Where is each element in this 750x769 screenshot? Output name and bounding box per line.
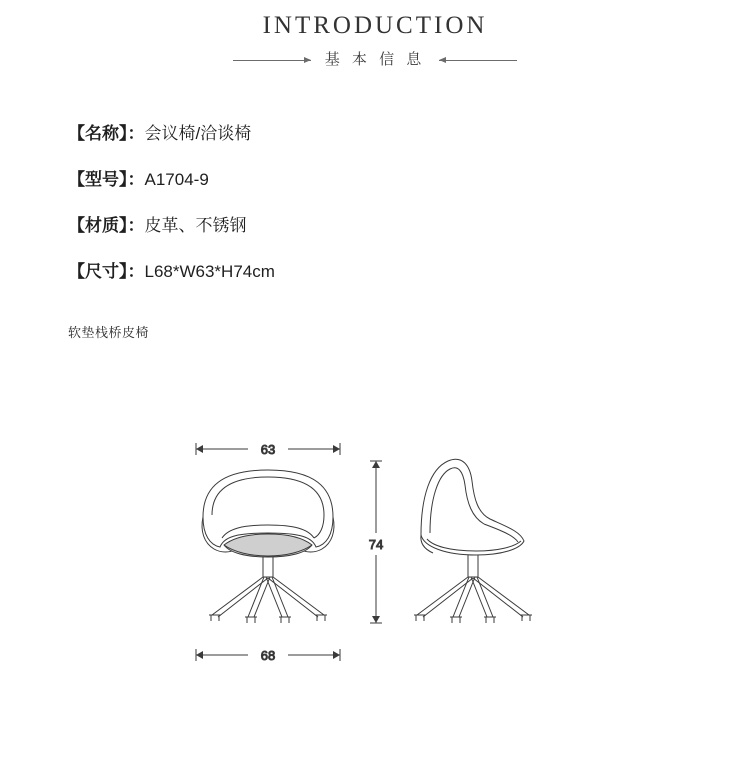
divider-line-right bbox=[439, 60, 517, 61]
spec-list bbox=[0, 122, 750, 284]
product-note: 软垫栈桥皮椅 bbox=[68, 325, 150, 340]
spec-value-model: A1704-9 bbox=[144, 170, 209, 189]
spec-label-material: 【材质】： bbox=[68, 216, 145, 235]
divider-line-left bbox=[233, 60, 311, 61]
dim-label-height: 74 bbox=[368, 537, 384, 552]
seat-cushion bbox=[224, 534, 312, 557]
subtitle-row bbox=[0, 50, 750, 70]
dim-label-depth: 68 bbox=[260, 648, 276, 663]
spec-value-material: 皮革、不锈钢 bbox=[144, 216, 247, 235]
spec-value-name: 会议椅/洽谈椅 bbox=[144, 124, 252, 143]
spec-value-size: L68*W63*H74cm bbox=[144, 262, 275, 281]
spec-row bbox=[68, 122, 750, 146]
page-title: INTRODUCTION bbox=[262, 12, 488, 39]
spec-row bbox=[68, 260, 750, 284]
spec-label-model: 【型号】： bbox=[68, 170, 145, 189]
dim-label-width: 63 bbox=[260, 442, 276, 457]
spec-label-size: 【尺寸】： bbox=[68, 262, 145, 281]
page-subtitle: 基 本 信 息 bbox=[324, 51, 426, 68]
spec-label-name: 【名称】： bbox=[68, 124, 145, 143]
spec-row bbox=[68, 168, 750, 192]
spec-row bbox=[68, 214, 750, 238]
technical-drawing bbox=[0, 425, 750, 685]
page-header bbox=[0, 0, 750, 70]
